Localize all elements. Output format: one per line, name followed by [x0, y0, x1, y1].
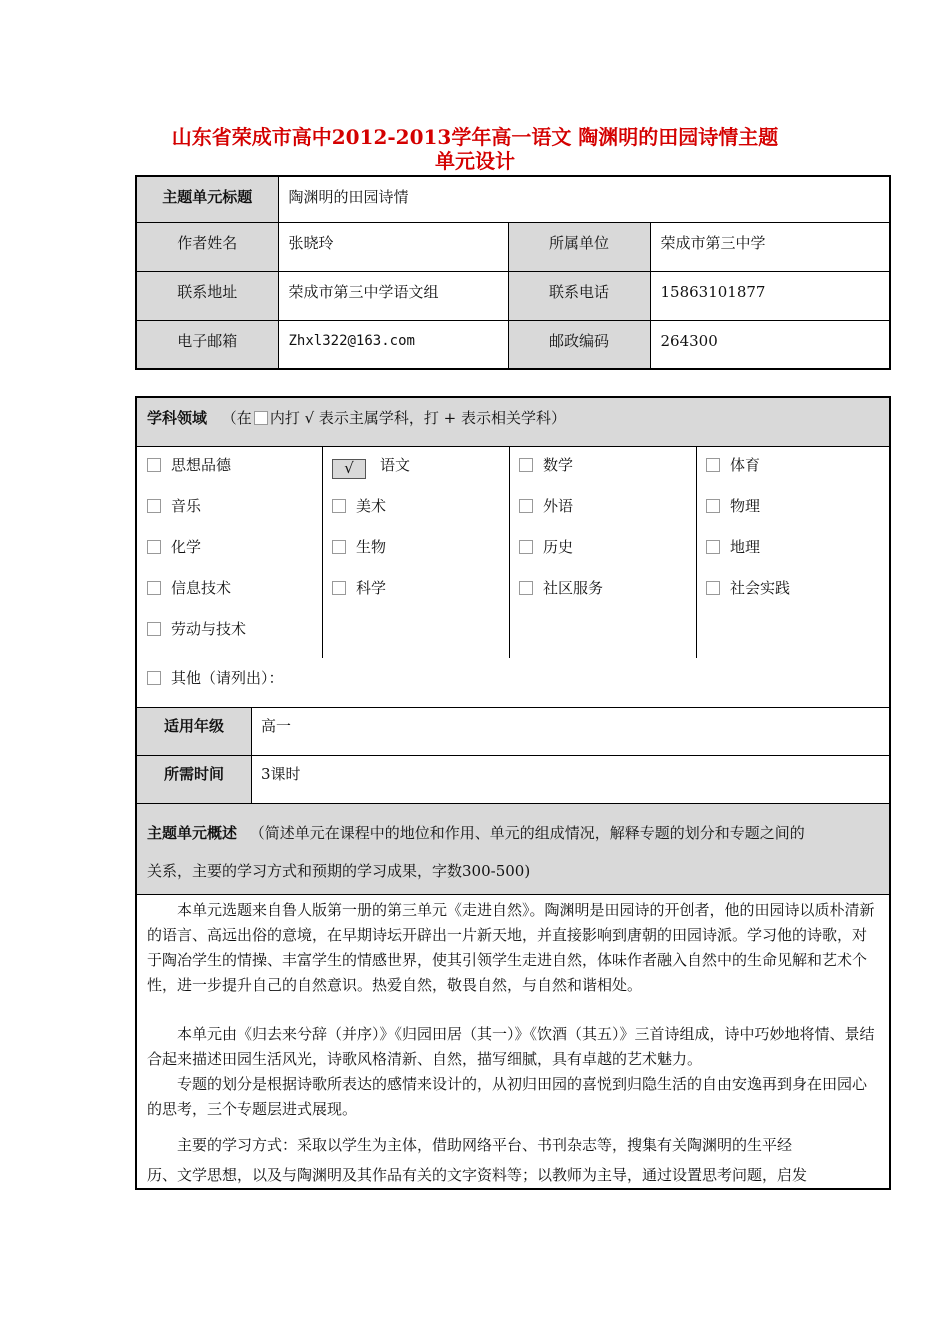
time-value: 3课时 — [261, 765, 301, 783]
checkbox-icon[interactable] — [519, 458, 533, 472]
subject-checkbox-shuxue[interactable]: 数学 — [519, 455, 573, 475]
subject-checkbox-shehuishijian[interactable]: 社会实践 — [706, 578, 790, 598]
subject-checkbox-waiyu[interactable]: 外语 — [519, 496, 573, 516]
grade-value: 高一 — [261, 717, 292, 735]
checkbox-icon[interactable] — [519, 499, 533, 513]
checkbox-icon[interactable] — [519, 540, 533, 554]
overview-note-line2: 关系，主要的学习方式和预期的学习成果，字数300-500) — [147, 862, 531, 880]
subject-header-note2: 内打 √ 表示主属学科，打 + 表示相关学科） — [269, 409, 567, 427]
phone-value: 15863101877 — [650, 271, 890, 320]
col-divider — [509, 446, 510, 658]
subject-checkbox-shengwu[interactable]: 生物 — [332, 537, 386, 557]
col-divider — [251, 708, 252, 804]
col-divider — [322, 446, 323, 658]
subject-checkbox-dili[interactable]: 地理 — [706, 537, 760, 557]
checkbox-icon[interactable] — [147, 581, 161, 595]
topic-value: 陶渊明的田园诗情 — [278, 176, 890, 222]
overview-paragraph-4b: 历、文学思想，以及与陶渊明及其作品有关的文字资料等；以教师为主导，通过设置思考问题，启发 — [147, 1166, 808, 1184]
overview-label: 主题单元概述 — [147, 824, 238, 842]
checkbox-icon[interactable] — [147, 458, 161, 472]
checkbox-icon[interactable] — [332, 540, 346, 554]
subject-checkbox-huaxue[interactable]: 化学 — [147, 537, 201, 557]
grade-label: 适用年级 — [163, 717, 224, 735]
document-title-line1: 山东省荣成市高中2012-2013学年高一语文 陶渊明的田园诗情主题 — [171, 125, 779, 149]
overview-paragraph-3: 专题的划分是根据诗歌所表达的感情来设计的，从初归田园的喜悦到归隐生活的自由安逸再到身在田园心的思考，三个专题层进式展现。 — [147, 1075, 868, 1118]
subject-checkbox-xinxijishu[interactable]: 信息技术 — [147, 578, 231, 598]
subject-checkbox-wuli[interactable]: 物理 — [706, 496, 760, 516]
subject-checkbox-tiyu[interactable]: 体育 — [706, 455, 760, 475]
author-label: 作者姓名 — [136, 222, 278, 271]
overview-paragraph-2: 本单元由《归去来兮辞（并序）》《归园田居（其一）》《饮酒（其五）》三首诗组成，诗中巧妙地将情、景结合起来描述田园生活风光，诗歌风格清新、自然，描写细腻，具有卓越的艺术魅力。 — [147, 1025, 875, 1068]
subject-checkbox-other[interactable]: 其他（请列出）： — [147, 668, 284, 688]
author-value: 张晓玲 — [278, 222, 508, 271]
topic-label: 主题单元标题 — [136, 176, 278, 222]
subject-checkbox-yinyue[interactable]: 音乐 — [147, 496, 201, 516]
subject-header — [137, 398, 889, 447]
unit-label: 所属单位 — [508, 222, 650, 271]
checkbox-icon[interactable] — [332, 581, 346, 595]
checkbox-icon[interactable] — [147, 540, 161, 554]
checkbox-icon[interactable] — [706, 540, 720, 554]
checkbox-icon[interactable] — [147, 671, 161, 685]
checkbox-icon — [254, 411, 268, 425]
checkbox-icon[interactable] — [519, 581, 533, 595]
subject-section — [135, 396, 891, 1190]
subject-checkbox-shequfuwu[interactable]: 社区服务 — [519, 578, 603, 598]
email-value: Zhxl322@163.com — [278, 320, 508, 369]
time-label-cell — [137, 756, 251, 803]
overview-paragraph-4a: 主要的学习方式：采取以学生为主体，借助网络平台、书刊杂志等，搜集有关陶渊明的生平经 — [177, 1136, 793, 1154]
checkbox-icon[interactable] — [147, 622, 161, 636]
col-divider — [696, 446, 697, 658]
phone-label: 联系电话 — [508, 271, 650, 320]
subject-header-label: 学科领域 — [147, 409, 208, 427]
checkbox-icon[interactable] — [147, 499, 161, 513]
subject-checkbox-lishi[interactable]: 历史 — [519, 537, 573, 557]
checkbox-icon[interactable] — [706, 458, 720, 472]
checkbox-icon[interactable] — [706, 581, 720, 595]
time-label: 所需时间 — [163, 765, 224, 783]
unit-value: 荣成市第三中学 — [650, 222, 890, 271]
checkbox-icon[interactable] — [706, 499, 720, 513]
overview-header — [137, 804, 889, 895]
address-label: 联系地址 — [136, 271, 278, 320]
subject-checkbox-laodong[interactable]: 劳动与技术 — [147, 619, 246, 639]
email-label: 电子邮箱 — [136, 320, 278, 369]
overview-note-line1: （简述单元在课程中的地位和作用、单元的组成情况，解释专题的划分和专题之间的 — [249, 824, 805, 842]
overview-paragraph-1: 本单元选题来自鲁人版第一册的第三单元《走进自然》。陶渊明是田园诗的开创者，他的田园诗以质朴清新的语言、高远出俗的意境，在早期诗坛开辟出一片新天地，并直接影响到唐朝的田园诗派。学习他的诗歌，对于陶冶学生的情操、丰富学生的情感世界，使其引领学生走进自然，体味作者融入自然中的生命见解和艺术个性，进一步提升自己的自然意识。热爱自然，敬畏自然，与自然和谐相处。 — [147, 901, 875, 994]
checkmark-icon[interactable]: √ — [332, 459, 366, 479]
subject-checkbox-sixiangpinde[interactable]: 思想品德 — [147, 455, 231, 475]
document-title-line2: 单元设计 — [435, 149, 515, 173]
zip-label: 邮政编码 — [508, 320, 650, 369]
info-table — [135, 175, 891, 370]
subject-checkbox-kexue[interactable]: 科学 — [332, 578, 386, 598]
checkbox-icon[interactable] — [332, 499, 346, 513]
subject-checkbox-meishu[interactable]: 美术 — [332, 496, 386, 516]
subject-header-note: （在 — [221, 409, 252, 427]
subject-checkbox-yuwen[interactable]: √ 语文 — [332, 455, 410, 479]
address-value: 荣成市第三中学语文组 — [278, 271, 508, 320]
grade-label-cell — [137, 708, 251, 755]
zip-value: 264300 — [650, 320, 890, 369]
